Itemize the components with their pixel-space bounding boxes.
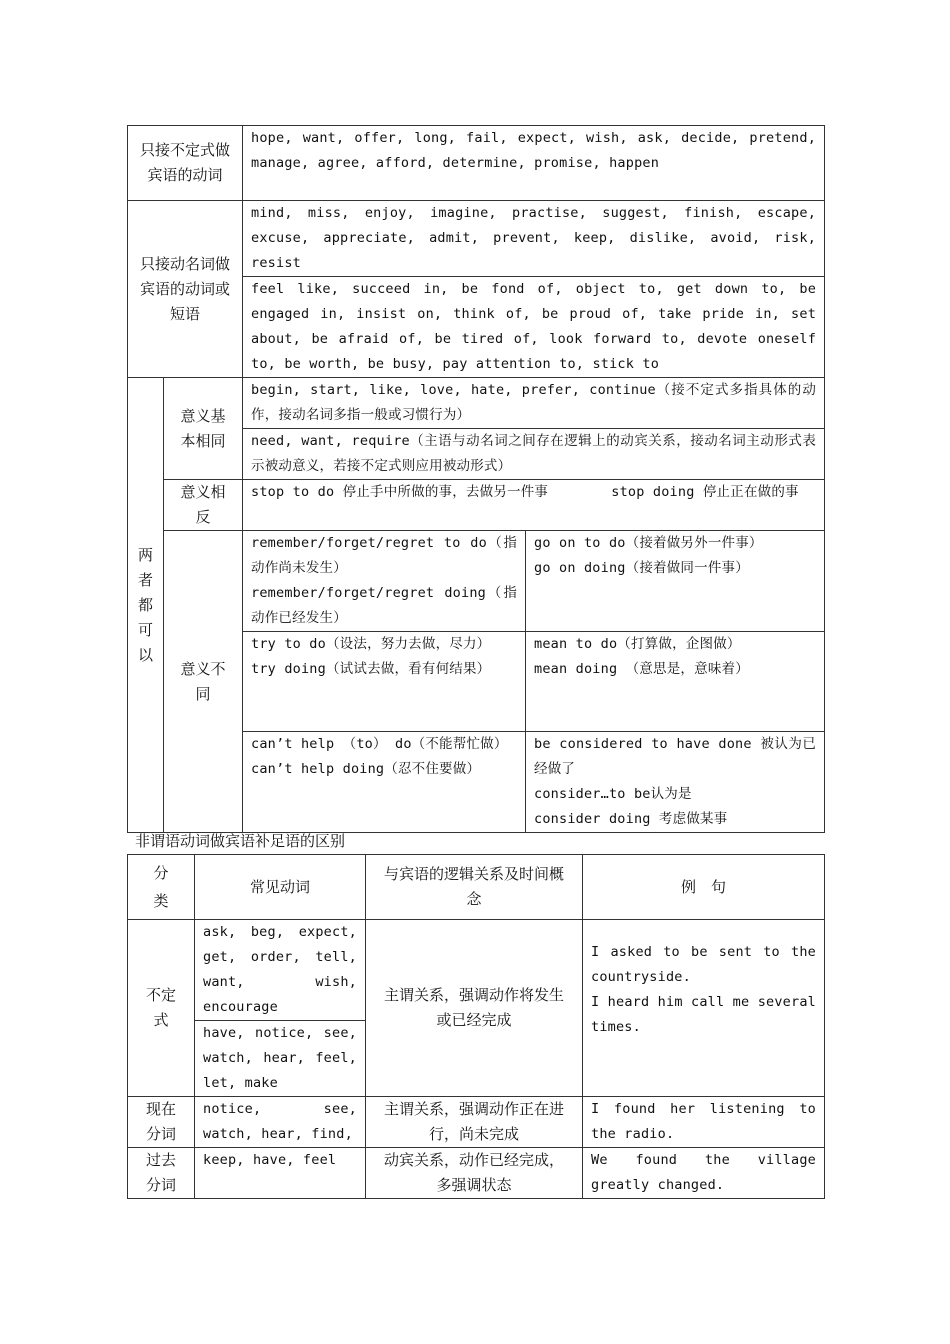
present-participle-relation: 主谓关系，强调动作正在进行，尚未完成 [366,1097,583,1148]
section-caption: 非谓语动词做宾语补足语的区别 [135,832,346,850]
similar-meaning-1: begin, start, like, love, hate, prefer, continue（接不定式多指具体的动作，接动名词多指一般或习惯行为） [243,378,825,429]
past-participle-relation: 动宾关系，动作已经完成，多强调状态 [366,1148,583,1199]
infinitive-only-label: 只接不定式做宾语的动词 [128,126,243,201]
object-complement-table [127,854,825,1199]
different-meaning-label: 意义不同 [164,531,243,833]
gerund-only-label: 只接动名词做宾语的动词或短语 [128,201,243,378]
gerund-only-phrases: feel like, succeed in, be fond of, object to, get down to, be engaged in, insist on, think of, be proud of, take pride in, set about, be afraid of, be tired of, look forward to, devote oneself to, be worth, be busy, pay attention to, stick to [243,277,825,378]
infinitive-examples: I asked to be sent to the countryside. I heard him call me several times. [583,920,825,1097]
present-participle-category: 现在分词 [128,1097,195,1148]
infinitive-relation: 主谓关系，强调动作将发生或已经完成 [366,920,583,1097]
consider-cell: be considered to have done 被认为已经做了 consider…to be认为是 consider doing 考虑做某事 [526,732,825,833]
header-logic-relation: 与宾语的逻辑关系及时间概念 [366,855,583,920]
past-participle-example: We found the village greatly changed. [583,1148,825,1199]
header-category: 分类 [128,855,195,920]
opposite-meaning-label: 意义相反 [164,480,243,531]
past-participle-verbs: keep, have, feel [195,1148,366,1199]
remember-forget-regret-cell: remember/forget/regret to do（指动作尚未发生） remember/forget/regret doing（指动作已经发生） [243,531,526,632]
mean-cell: mean to do（打算做，企图做） mean doing （意思是，意味着） [526,632,825,732]
infinitive-only-verbs: hope, want, offer, long, fail, expect, wish, ask, decide, pretend, manage, agree, afford, determine, promise, happen [243,126,825,201]
go-on-cell: go on to do（接着做另外一件事） go on doing（接着做同一件事） [526,531,825,632]
opposite-meaning-text: stop to do 停止手中所做的事，去做另一件事 stop doing 停止正在做的事 [243,480,825,531]
infinitive-verbs-a: ask, beg, expect, get, order, tell, want, wish, encourage [195,920,366,1021]
cant-help-cell: can’t help （to） do（不能帮忙做） can’t help doing（忍不住要做） [243,732,526,833]
similar-meaning-label: 意义基本相同 [164,378,243,480]
similar-meaning-2: need, want, require（主语与动名词之间存在逻辑上的动宾关系，接动名词主动形式表示被动意义，若接不定式则应用被动形式） [243,429,825,480]
infinitive-category: 不定式 [128,920,195,1097]
header-common-verbs: 常见动词 [195,855,366,920]
both-label: 两者都可以 [128,378,164,833]
infinitive-verbs-b: have, notice, see, watch, hear, feel, let, make [195,1021,366,1097]
present-participle-verbs: notice, see, watch, hear, find, [195,1097,366,1148]
verb-object-table [127,125,825,833]
try-cell: try to do（设法，努力去做，尽力） try doing（试试去做，看有何结果） [243,632,526,732]
header-example: 例 句 [583,855,825,920]
present-participle-example: I found her listening to the radio. [583,1097,825,1148]
past-participle-category: 过去分词 [128,1148,195,1199]
gerund-only-verbs: mind, miss, enjoy, imagine, practise, suggest, finish, escape, excuse, appreciate, admit, prevent, keep, dislike, avoid, risk, resist [243,201,825,277]
